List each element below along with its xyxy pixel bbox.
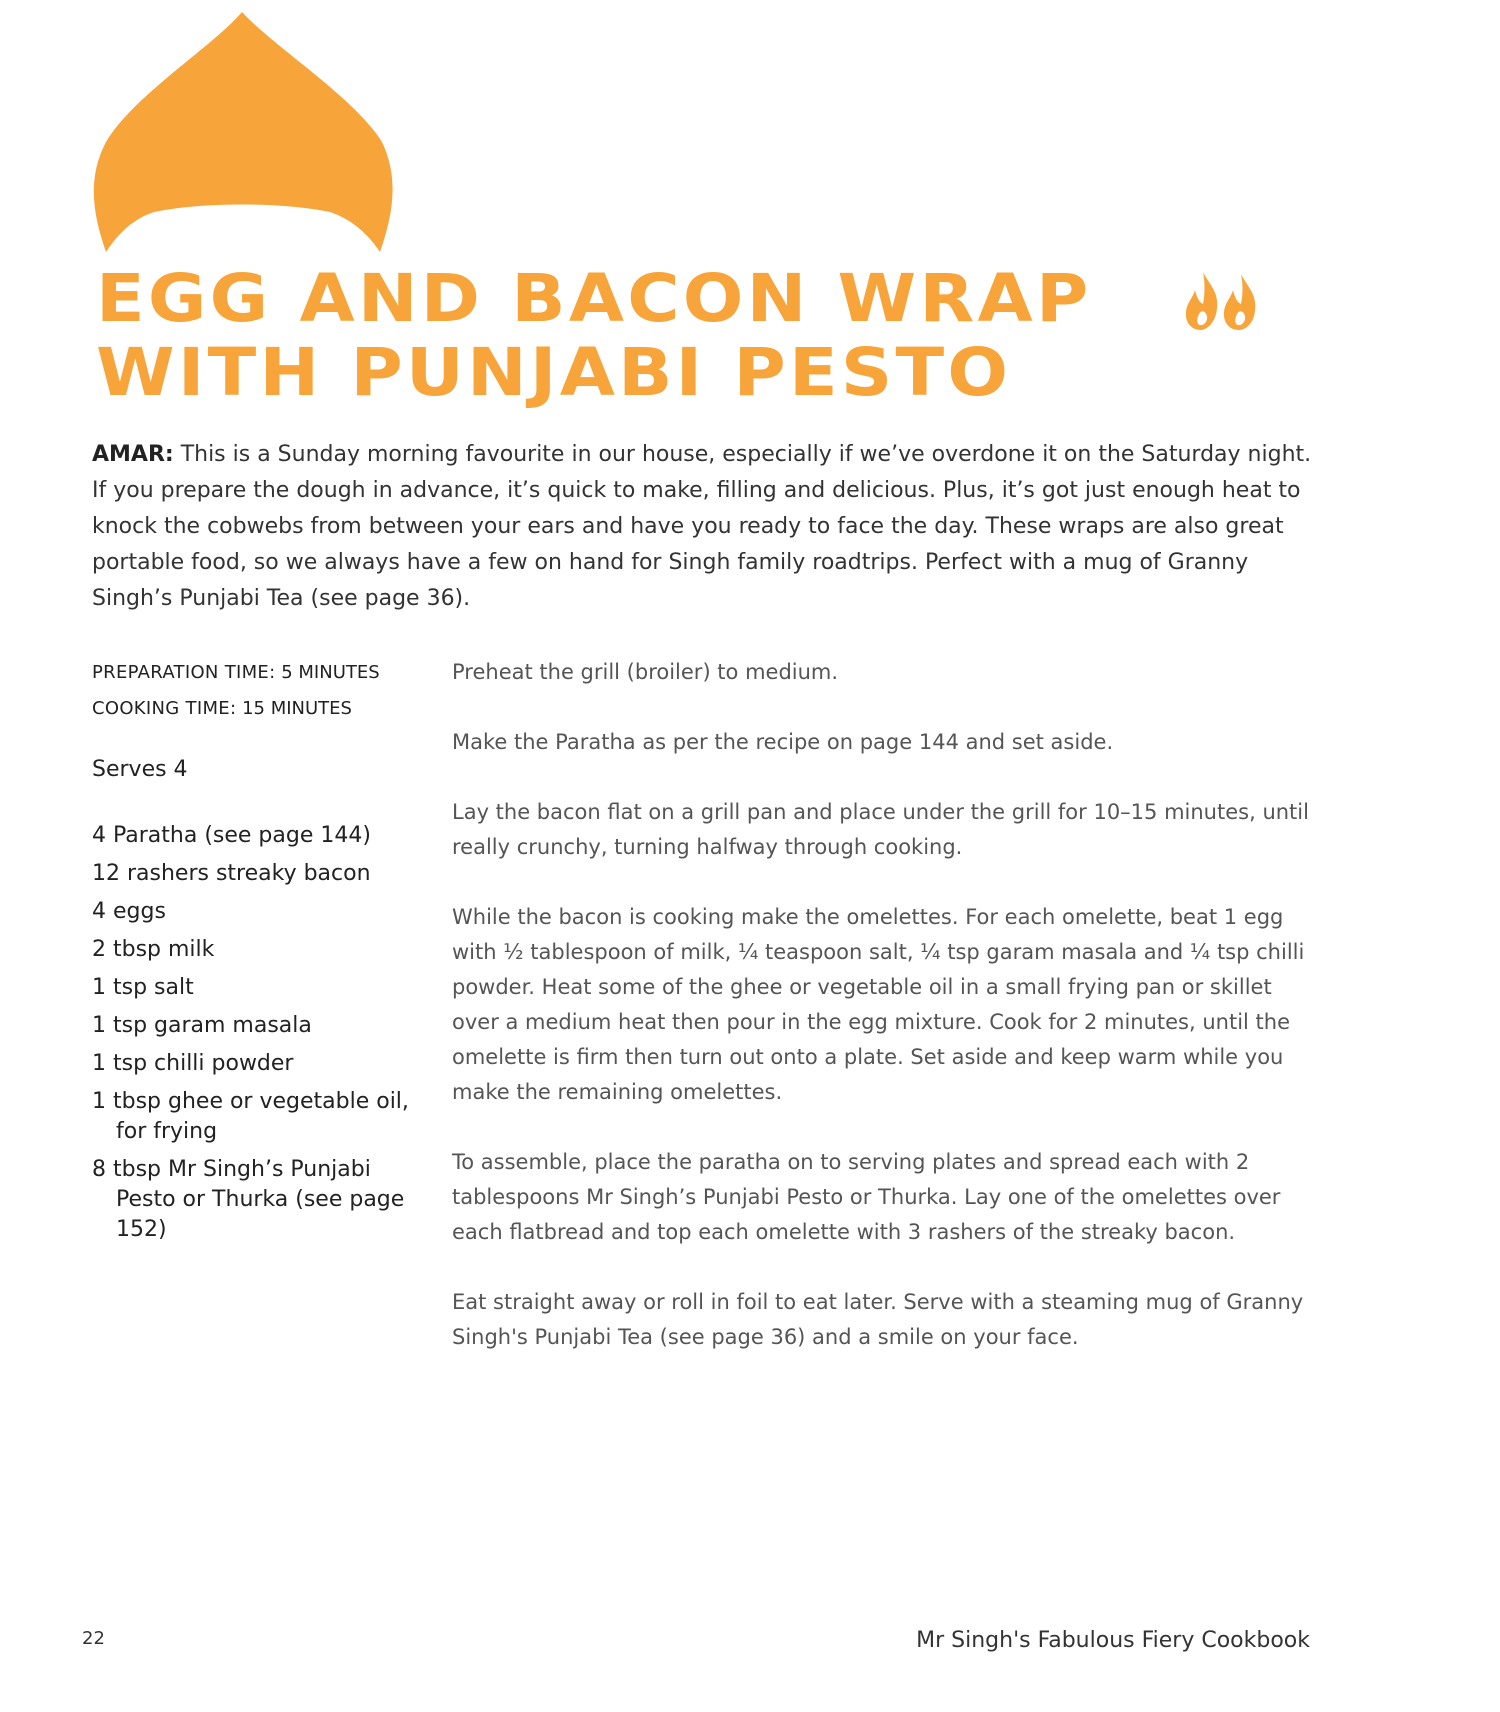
flame-icon [1186,272,1217,330]
page-number: 22 [82,1628,105,1649]
cook-time-value: 15 MINUTES [242,698,352,719]
cook-time [92,691,432,727]
ingredient-item: 4 eggs [92,899,166,924]
method-column [452,655,1322,1390]
method-step: Lay the bacon flat on a grill pan and place under the grill for 10–15 minutes, until really crunchy, turning halfway through cooking. [452,800,1309,859]
method-step: Make the Paratha as per the recipe on page 144 and set aside. [452,730,1114,754]
ingredient-item: 1 tsp salt [92,975,194,1000]
ingredient-item: 1 tsp garam masala [92,1013,312,1038]
prep-time-value: 5 MINUTES [281,662,380,683]
method-step: While the bacon is cooking make the omelettes. For each omelette, beat 1 egg with ½ tablespoon of milk, ¼ teaspoon salt, ¼ tsp garam masala and ¼ tsp chilli powder. Heat some of the ghee or vegetable oil in a small frying pan or skillet over a medium heat then pour in the egg mixture. Cook for 2 minutes, until the omelette is firm then turn out onto a plate. Set aside and keep warm while you make the remaining omelettes. [452,905,1305,1104]
flame-icon [1224,274,1255,330]
heat-rating [1183,270,1263,332]
ingredient-item: 1 tbsp ghee or vegetable oil, for frying [92,1089,409,1144]
title-line-1: EGG AND BACON WRAP [96,260,1092,337]
method-step: Preheat the grill (broiler) to medium. [452,660,839,684]
method-step: Eat straight away or roll in foil to eat later. Serve with a steaming mug of Granny Singh's Punjabi Tea (see page 36) and a smile on your face. [452,1290,1304,1349]
prep-time-label: PREPARATION TIME: [92,662,276,683]
turban-logo [92,12,397,252]
prep-time [92,655,432,691]
title-line-2: WITH PUNJABI PESTO [96,334,1012,411]
intro-paragraph [92,437,1322,617]
ingredient-item: 1 tsp chilli powder [92,1051,294,1076]
intro-text: This is a Sunday morning favourite in our house, especially if we’ve overdone it on the Saturday night. If you prepare the dough in advance, it’s quick to make, filling and delicious. Plus, it’s got just enough heat to knock the cobwebs from between your ears and have you ready to face the day. These wraps are also great portable food, so we always have a few on hand for Singh family roadtrips. Perfect with a mug of Granny Singh’s Punjabi Tea (see page 36). [92,442,1312,611]
ingredient-item: 12 rashers streaky bacon [92,861,371,886]
method-step: To assemble, place the paratha on to serving plates and spread each with 2 tablespoons Mr Singh’s Punjabi Pesto or Thurka. Lay one of the omelettes over each flatbread and top each omelette with 3 rashers of the streaky bacon. [452,1150,1281,1244]
ingredients-list [92,821,432,1245]
ingredient-item: 2 tbsp milk [92,937,215,962]
book-title: Mr Singh's Fabulous Fiery Cookbook [916,1628,1310,1653]
cook-time-label: COOKING TIME: [92,698,237,719]
recipe-title [96,262,1096,410]
ingredient-item: 8 tbsp Mr Singh’s Punjabi Pesto or Thurka (see page 152) [92,1157,405,1242]
serves: Serves 4 [92,757,188,782]
intro-speaker: AMAR: [92,442,174,467]
ingredients-column [92,655,432,1253]
ingredient-item: 4 Paratha (see page 144) [92,823,371,848]
